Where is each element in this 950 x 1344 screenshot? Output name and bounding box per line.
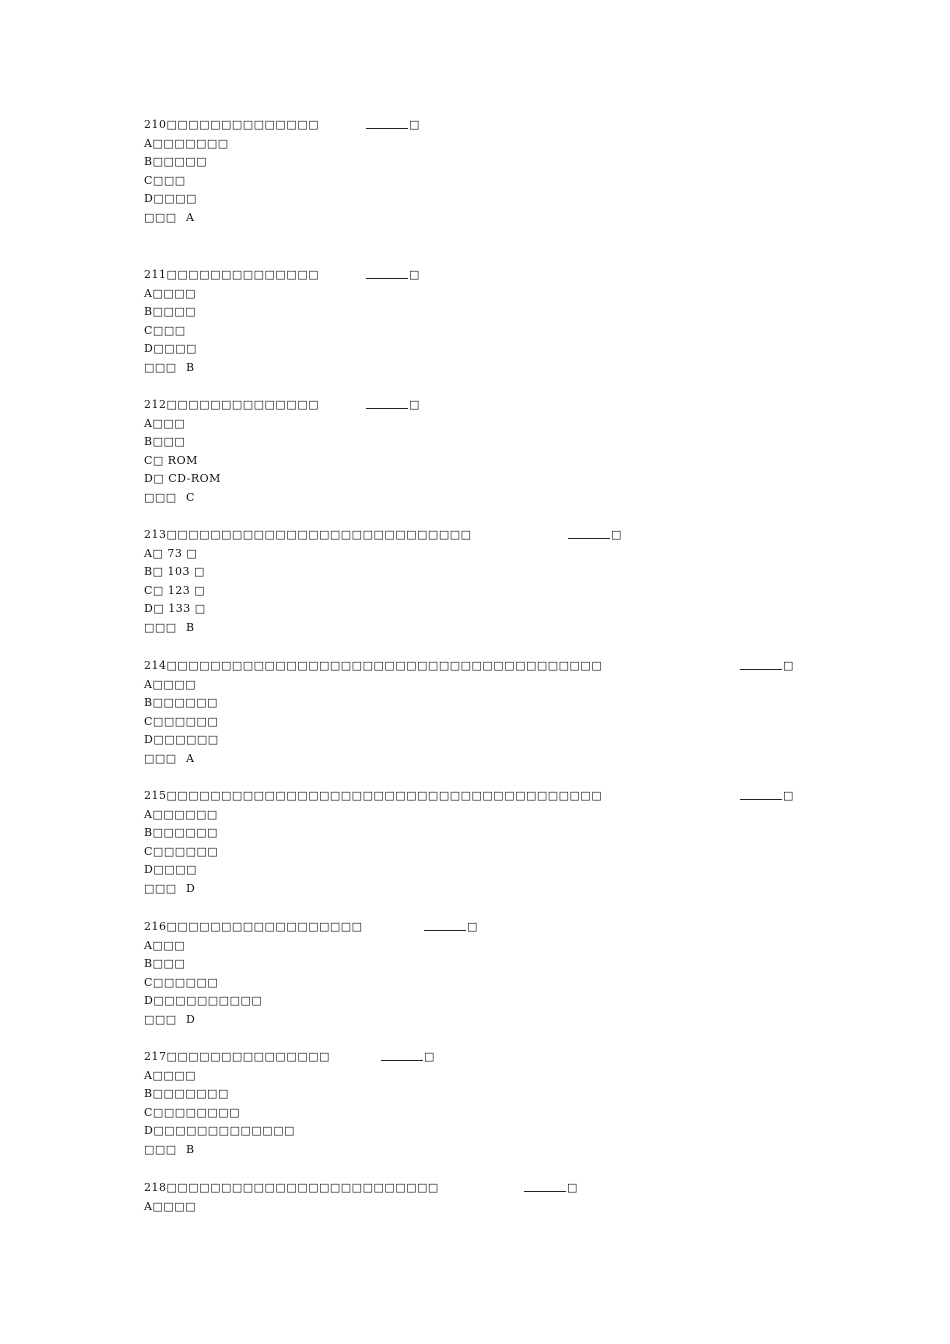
option-c — [144, 974, 910, 993]
answer-row — [144, 209, 910, 228]
option-text: □□ — [163, 938, 186, 952]
option-text: □□ — [163, 323, 186, 337]
option-label: A□ — [144, 136, 164, 150]
answer-label: □□□ — [144, 620, 177, 634]
blank-underline — [568, 526, 610, 539]
blank-underline — [424, 918, 466, 931]
answer-value: C — [186, 490, 195, 504]
question-stem: □□□□□□□□□□□□□□□□□□□□□□□□□□□□ — [166, 528, 472, 541]
option-label: C□ — [144, 1105, 164, 1119]
option-label: C□ — [144, 583, 164, 597]
option-d — [144, 731, 910, 750]
blank-underline — [740, 787, 782, 800]
answer-label: □□□ — [144, 210, 177, 224]
option-label: C□ — [144, 714, 164, 728]
blank-underline — [366, 396, 408, 409]
question-217 — [144, 1048, 910, 1160]
answer-value: B — [186, 1142, 195, 1156]
option-c — [144, 843, 910, 862]
option-text: □□□□□□ — [163, 136, 229, 150]
question-stem: □□□□□□□□□□□□□□□ — [166, 1050, 330, 1063]
question-stem: □□□□□□□□□□□□□□□□□□□□□□□□□□□□□□□□□□□□□□□□ — [166, 789, 603, 802]
option-a — [144, 676, 910, 695]
option-c — [144, 1104, 910, 1123]
option-label: A□ — [144, 286, 164, 300]
question-number: 216 — [144, 920, 167, 933]
option-text: □□ — [163, 435, 186, 449]
option-label: D□ — [144, 863, 165, 877]
blank-underline — [366, 266, 408, 279]
blank-end-mark: □ — [409, 268, 420, 281]
option-text: □□□□□□ — [163, 1087, 229, 1101]
option-a — [144, 135, 910, 154]
question-216 — [144, 918, 910, 1030]
option-label: D□ — [144, 342, 165, 356]
option-text: 123 □ — [163, 583, 206, 597]
option-text: □□ — [163, 416, 186, 430]
option-text: □□ — [163, 173, 186, 187]
option-a — [144, 415, 910, 434]
answer-blank — [568, 526, 622, 545]
option-a — [144, 1198, 910, 1217]
question-number: 214 — [144, 659, 167, 672]
question-210 — [144, 116, 910, 228]
option-label: C□ — [144, 975, 164, 989]
answer-row — [144, 1011, 910, 1030]
question-stem-row — [144, 526, 910, 545]
option-label: A□ — [144, 938, 164, 952]
question-212 — [144, 396, 910, 508]
option-text: □□□□□ — [163, 975, 219, 989]
question-stem-row — [144, 116, 910, 135]
blank-end-mark: □ — [424, 1050, 435, 1063]
blank-underline — [740, 657, 782, 670]
question-stem: □□□□□□□□□□□□□□□□□□□□□□□□□□□□□□□□□□□□□□□□ — [166, 659, 603, 672]
option-label: B□ — [144, 957, 164, 971]
option-d — [144, 1122, 910, 1141]
blank-end-mark: □ — [567, 1181, 578, 1194]
answer-value: A — [186, 751, 195, 765]
option-c — [144, 713, 910, 732]
answer-blank — [366, 116, 420, 135]
option-label: D□ — [144, 733, 165, 747]
question-number: 217 — [144, 1050, 167, 1063]
option-c — [144, 322, 910, 341]
option-text: □□□□□ — [163, 826, 218, 840]
option-text: □□□□ — [163, 155, 208, 169]
option-label: B□ — [144, 1087, 164, 1101]
answer-blank — [524, 1179, 578, 1198]
option-a — [144, 806, 910, 825]
blank-end-mark: □ — [611, 528, 622, 541]
question-number: 210 — [144, 118, 167, 131]
question-number: 212 — [144, 398, 167, 411]
option-d — [144, 861, 910, 880]
blank-underline — [381, 1048, 423, 1061]
answer-value: D — [186, 881, 196, 895]
question-stem: □□□□□□□□□□□□□□□□□□□□□□□□□ — [166, 1181, 439, 1194]
option-text: □□□ — [164, 863, 197, 877]
option-a — [144, 545, 910, 564]
option-a — [144, 285, 910, 304]
option-d — [144, 992, 910, 1011]
option-c — [144, 452, 910, 471]
answer-blank — [366, 266, 420, 285]
option-label: C□ — [144, 173, 164, 187]
option-b — [144, 694, 910, 713]
option-text: 133 □ — [164, 602, 206, 616]
answer-row — [144, 489, 910, 508]
question-stem-row — [144, 1179, 910, 1198]
option-b — [144, 1085, 910, 1104]
option-label: A□ — [144, 416, 164, 430]
option-label: B□ — [144, 435, 164, 449]
answer-blank — [424, 918, 478, 937]
answer-label: □□□ — [144, 881, 177, 895]
question-number: 215 — [144, 789, 167, 802]
question-stem-row — [144, 1048, 910, 1067]
option-text: □□□ — [163, 305, 197, 319]
option-text: □□□□□ — [163, 696, 218, 710]
option-label: A□ — [144, 1068, 164, 1082]
question-number: 213 — [144, 528, 167, 541]
answer-label: □□□ — [144, 490, 177, 504]
option-text: CD-ROM — [164, 472, 221, 486]
option-b — [144, 153, 910, 172]
answer-blank — [740, 657, 794, 676]
option-a — [144, 1067, 910, 1086]
question-stem-row — [144, 396, 910, 415]
question-214 — [144, 657, 910, 769]
option-c — [144, 582, 910, 601]
answer-value: B — [186, 620, 195, 634]
question-218 — [144, 1179, 910, 1216]
option-text: 73 □ — [163, 546, 198, 560]
option-d — [144, 340, 910, 359]
blank-end-mark: □ — [409, 118, 420, 131]
option-b — [144, 563, 910, 582]
option-d — [144, 190, 910, 209]
option-label: B□ — [144, 826, 164, 840]
option-d — [144, 470, 910, 489]
option-b — [144, 824, 910, 843]
option-a — [144, 937, 910, 956]
answer-row — [144, 1141, 910, 1160]
answer-blank — [740, 787, 794, 806]
option-text: □□□□□ — [163, 807, 218, 821]
option-label: D□ — [144, 602, 165, 616]
question-stem-row — [144, 918, 910, 937]
answer-value: D — [186, 1012, 196, 1026]
option-label: D□ — [144, 192, 165, 206]
option-label: C□ — [144, 844, 164, 858]
answer-row — [144, 619, 910, 638]
question-number: 211 — [144, 268, 167, 281]
answer-label: □□□ — [144, 360, 177, 374]
option-b — [144, 433, 910, 452]
blank-end-mark: □ — [409, 398, 420, 411]
option-d — [144, 600, 910, 619]
option-label: C□ — [144, 323, 164, 337]
answer-row — [144, 359, 910, 378]
question-stem-row — [144, 787, 910, 806]
answer-label: □□□ — [144, 1012, 177, 1026]
question-stem-row — [144, 266, 910, 285]
answer-value: A — [186, 210, 195, 224]
question-stem: □□□□□□□□□□□□□□ — [166, 268, 320, 281]
blank-end-mark: □ — [783, 789, 794, 802]
option-label: D□ — [144, 994, 165, 1008]
blank-underline — [366, 116, 408, 129]
option-text: □□□□□ — [163, 714, 219, 728]
question-215 — [144, 787, 910, 899]
option-label: A□ — [144, 807, 164, 821]
answer-blank — [381, 1048, 435, 1067]
question-stem-row — [144, 657, 910, 676]
question-number: 218 — [144, 1181, 167, 1194]
answer-row — [144, 750, 910, 769]
option-text: □□□ — [163, 1199, 197, 1213]
option-text: □□□□□ — [164, 733, 219, 747]
answer-value: B — [186, 360, 195, 374]
blank-underline — [524, 1179, 566, 1192]
question-211 — [144, 266, 910, 378]
option-text: □□□ — [163, 1068, 197, 1082]
option-label: C□ — [144, 453, 164, 467]
option-label: B□ — [144, 305, 164, 319]
option-b — [144, 303, 910, 322]
blank-end-mark: □ — [783, 659, 794, 672]
option-text: □□ — [163, 957, 186, 971]
question-213 — [144, 526, 910, 638]
answer-label: □□□ — [144, 1142, 177, 1156]
option-label: B□ — [144, 696, 164, 710]
question-stem: □□□□□□□□□□□□□□ — [166, 118, 320, 131]
option-text: □□□□□□□□□□□□ — [164, 1124, 295, 1138]
option-text: □□□□□ — [163, 844, 219, 858]
option-text: □□□ — [163, 677, 197, 691]
option-label: B□ — [144, 565, 164, 579]
question-stem: □□□□□□□□□□□□□□□□□□ — [166, 920, 363, 933]
option-text: ROM — [163, 453, 198, 467]
option-label: D□ — [144, 472, 165, 486]
option-label: A□ — [144, 546, 164, 560]
option-text: □□□ — [164, 342, 197, 356]
option-text: □□□□□□□□□ — [164, 994, 263, 1008]
option-label: B□ — [144, 155, 164, 169]
answer-label: □□□ — [144, 751, 177, 765]
option-text: □□□ — [163, 286, 197, 300]
blank-end-mark: □ — [467, 920, 478, 933]
option-label: D□ — [144, 1124, 165, 1138]
answer-row — [144, 880, 910, 899]
option-label: A□ — [144, 677, 164, 691]
option-text: □□□□□□□ — [163, 1105, 241, 1119]
option-label: A□ — [144, 1199, 164, 1213]
question-stem: □□□□□□□□□□□□□□ — [166, 398, 320, 411]
option-text: 103 □ — [163, 565, 205, 579]
option-text: □□□ — [164, 192, 197, 206]
answer-blank — [366, 396, 420, 415]
option-b — [144, 955, 910, 974]
option-c — [144, 172, 910, 191]
